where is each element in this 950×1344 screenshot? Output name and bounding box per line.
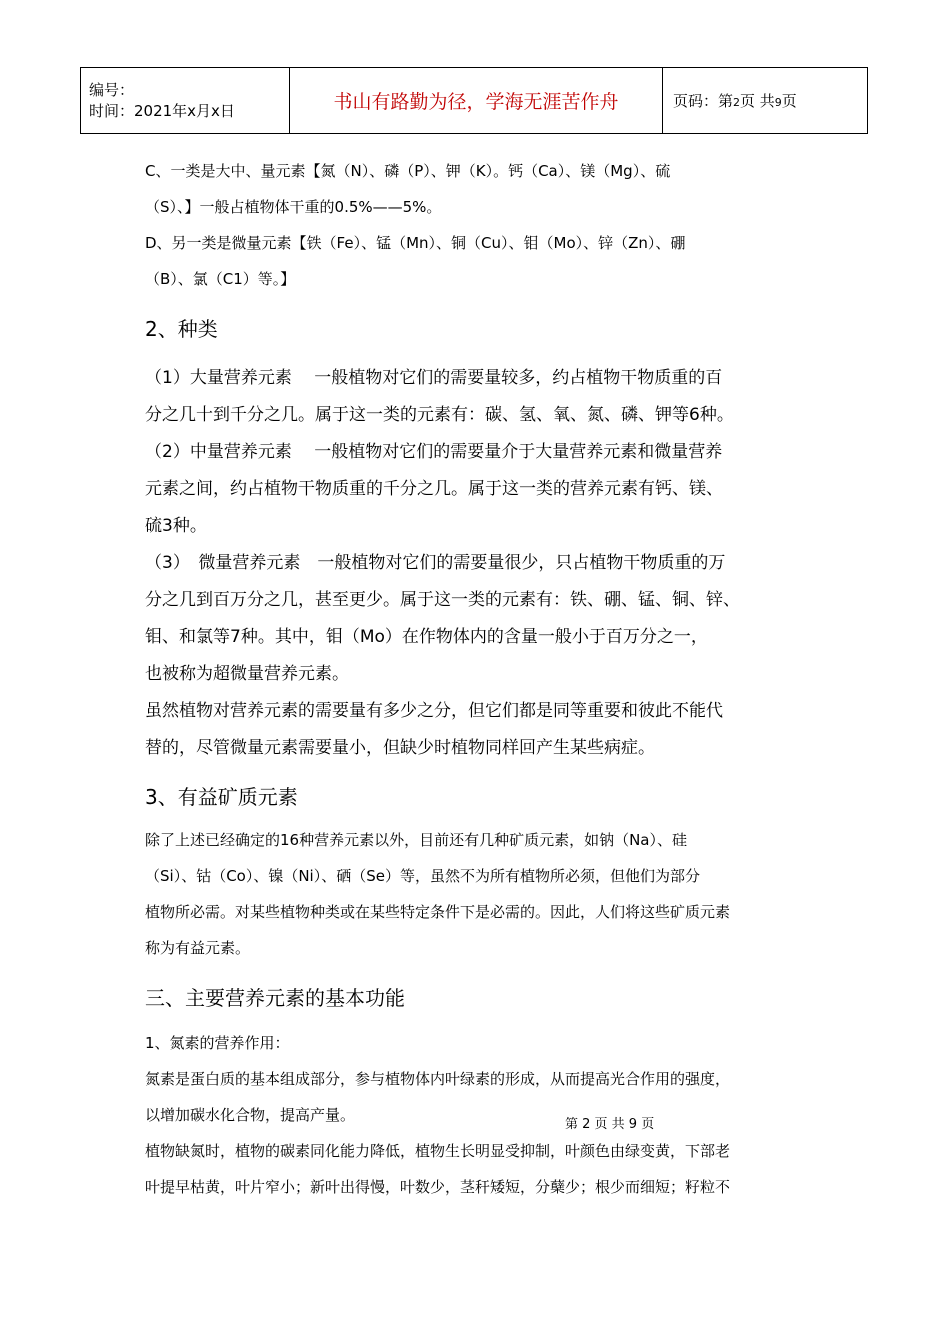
type3-line4: 也被称为超微量营养元素。 xyxy=(145,664,349,684)
page-num: 2 xyxy=(733,96,741,109)
beneficial-line4: 称为有益元素。 xyxy=(145,939,251,957)
heading-3: 3、有益矿质元素 xyxy=(145,785,298,809)
page-footer: 第 2 页 共 9 页 xyxy=(565,1117,655,1132)
page-mid: 页 共 xyxy=(740,92,775,110)
type2-line2: 元素之间，约占植物干物质重的千分之几。属于这一类的营养元素有钙、镁、 xyxy=(145,479,723,499)
motto-cell xyxy=(290,68,663,134)
para-c-line2: （S）、】一般占植物体干重的0.5%——5%。 xyxy=(145,198,442,216)
number-label: 编号： xyxy=(89,80,135,99)
type3-line3: 钼、和氯等7种。其中，钼（Mo）在作物体内的含量一般小于百万分之一， xyxy=(145,627,708,647)
page-label: 页码：第 xyxy=(673,92,734,110)
para-c-line1: C、一类是大中、量元素【氮（N）、磷（P）、钾（K）。钙（Ca）、镁（Mg）、硫 xyxy=(145,162,671,180)
type3-line2: 分之几到百万分之几，甚至更少。属于这一类的元素有：铁、硼、锰、铜、锌、 xyxy=(145,590,740,610)
header-table xyxy=(80,67,868,134)
heading-section-3: 三、主要营养元素的基本功能 xyxy=(145,986,405,1010)
type2-line3: 硫3种。 xyxy=(145,516,207,536)
page-total: 9 xyxy=(774,96,782,109)
nitrogen-title: 1、氮素的营养作用： xyxy=(145,1034,290,1052)
nitrogen-line2: 以增加碳水化合物，提高产量。 xyxy=(145,1106,356,1124)
type3-line1: （3） 微量营养元素 一般植物对它们的需要量很少，只占植物干物质重的万 xyxy=(145,553,726,573)
nitrogen-line1: 氮素是蛋白质的基本组成部分，参与植物体内叶绿素的形成，从而提高光合作用的强度， xyxy=(145,1070,731,1088)
para-d-line2: （B）、氯（C1）等。】 xyxy=(145,270,296,288)
header-meta-cell xyxy=(81,68,290,134)
summary-line1: 虽然植物对营养元素的需要量有多少之分，但它们都是同等重要和彼此不能代 xyxy=(145,701,723,721)
nitrogen-line3: 植物缺氮时，植物的碳素同化能力降低，植物生长明显受抑制，叶颜色由绿变黄，下部老 xyxy=(145,1142,731,1160)
heading-2: 2、种类 xyxy=(145,317,218,341)
beneficial-line1: 除了上述已经确定的16种营养元素以外，目前还有几种矿质元素，如钠（Na）、硅 xyxy=(145,831,688,849)
type1-line1: （1）大量营养元素 一般植物对它们的需要量较多，约占植物干物质重的百 xyxy=(145,368,723,388)
motto: 书山有路勤为径，学海无涯苦作舟 xyxy=(333,91,619,113)
type1-line2: 分之几十到千分之几。属于这一类的元素有：碳、氢、氧、氮、磷、钾等6种。 xyxy=(145,405,734,425)
type2-line1: （2）中量营养元素 一般植物对它们的需要量介于大量营养元素和微量营养 xyxy=(145,442,723,462)
nitrogen-line4: 叶提早枯黄，叶片窄小；新叶出得慢，叶数少，茎秆矮短，分蘖少；根少而细短；籽粒不 xyxy=(145,1178,731,1196)
date-label: 时间：2021年x月x日 xyxy=(89,101,235,120)
document-body xyxy=(145,150,825,1205)
beneficial-line2: （Si）、钴（Co）、镍（Ni）、硒（Se）等，虽然不为所有植物所必须，但他们为部分 xyxy=(145,867,700,885)
summary-line2: 替的，尽管微量元素需要量小，但缺少时植物同样回产生某些病症。 xyxy=(145,738,655,758)
para-d-line1: D、另一类是微量元素【铁（Fe）、锰（Mn）、铜（Cu）、钼（Mo）、锌（Zn）、硼 xyxy=(145,234,686,252)
beneficial-line3: 植物所必需。对某些植物种类或在某些特定条件下是必需的。因此，人们将这些矿质元素 xyxy=(145,903,731,921)
page-end: 页 xyxy=(781,92,797,110)
page-number-cell xyxy=(663,68,868,134)
